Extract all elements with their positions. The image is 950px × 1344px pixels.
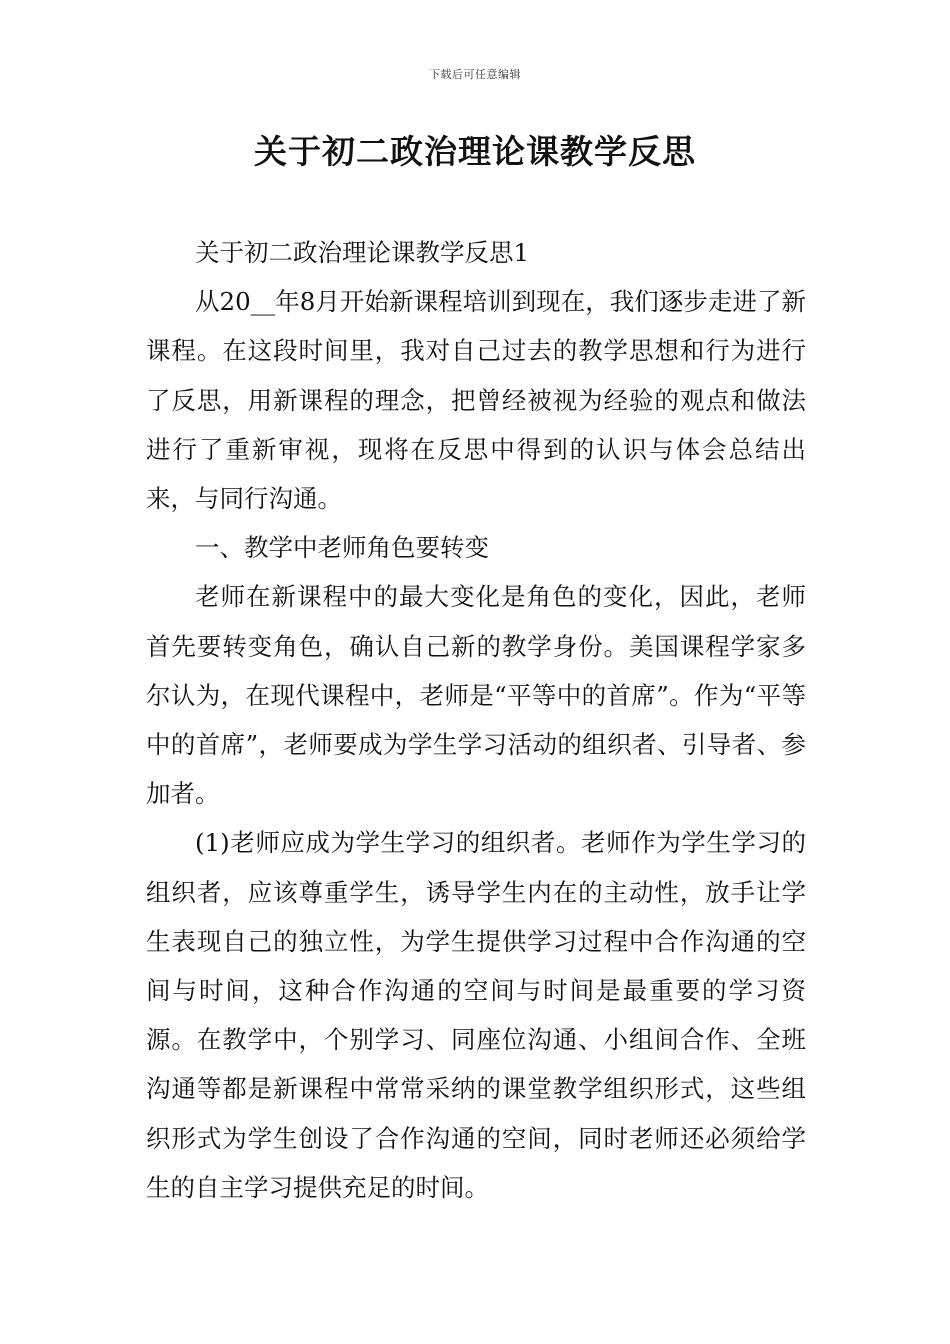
header-note: 下载后可任意编辑 — [429, 68, 521, 81]
document-body — [146, 228, 806, 1212]
intro-paragraph: 从20__年8月开始新课程培训到现在，我们逐步走进了新课程。在这段时间里，我对自己过去的教学思想和行为进行了反思，用新课程的理念，把曾经被视为经验的观点和做法进行了重新审视，现将在反思中得到的认识与体会总结出来，与同行沟通。 — [146, 287, 806, 514]
section-heading: 一、教学中老师角色要转变 — [195, 533, 489, 563]
subtitle-paragraph: 关于初二政治理论课教学反思1 — [195, 238, 530, 267]
body-paragraph: 老师在新课程中的最大变化是角色的变化，因此，老师首先要转变角色，确认自己新的教学身份。美国课程学家多尔认为，在现代课程中，老师是“平等中的首席”。作为“平等中的首席”，老师要成为学生学习活动的组织者、引导者、参加者。 — [146, 582, 806, 809]
body-paragraph: (1)老师应成为学生学习的组织者。老师作为学生学习的组织者，应该尊重学生，诱导学生内在的主动性，放手让学生表现自己的独立性，为学生提供学习过程中合作沟通的空间与时间，这种合作沟通的空间与时间是最重要的学习资源。在教学中，个别学习、同座位沟通、小组间合作、全班沟通等都是新课程中常常采纳的课堂教学组织形式，这些组织形式为学生创设了合作沟通的空间，同时老师还必须给学生的自主学习提供充足的时间。 — [146, 828, 806, 1202]
document-title: 关于初二政治理论课教学反思 — [254, 132, 696, 171]
